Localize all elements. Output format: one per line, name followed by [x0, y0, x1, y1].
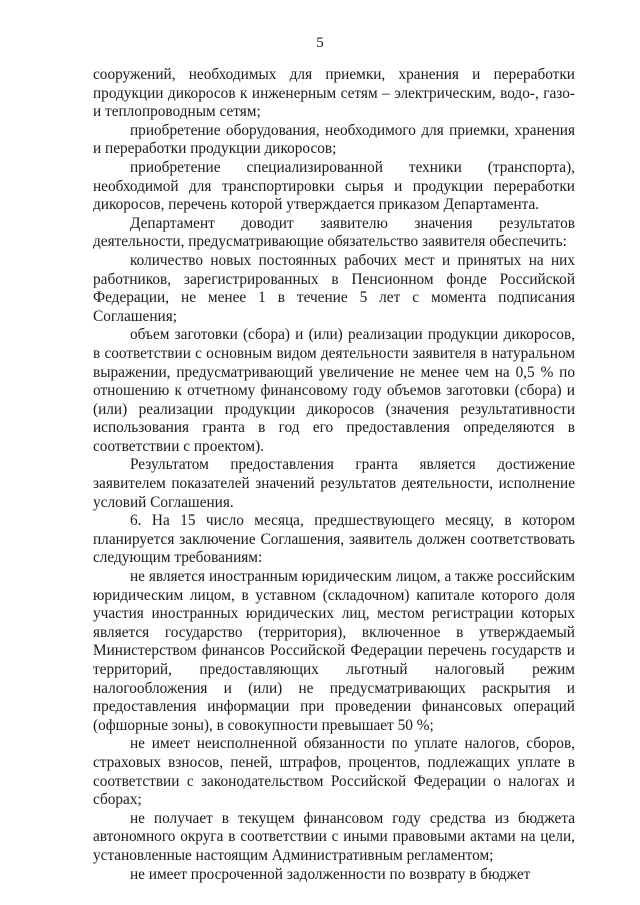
paragraph: Департамент доводит заявителю значения результатов деятельности, предусматривающие обязательство заявителя обеспечить: — [93, 214, 575, 251]
paragraph: приобретение специализированной техники (транспорта), необходимой для транспортировки сырья и продукции переработки дикоросов, перечень которой утверждается приказом Департамента. — [93, 158, 575, 214]
paragraph: 6. На 15 число месяца, предшествующего месяцу, в котором планируется заключение Соглашения, заявитель должен соответствовать следующим требованиям: — [93, 512, 575, 567]
paragraph: не получает в текущем финансовом году средства из бюджета автономного округа в соответствии с иными правовыми актами на цели, установленные настоящим Административным регламентом; — [93, 809, 575, 864]
paragraph: количество новых постоянных рабочих мест и принятых на них работников, зарегистрированных в Пенсионном фонде Российской Федерации, не менее 1 в течение 5 лет с момента подписания Соглашения; — [93, 251, 575, 325]
paragraph: объем заготовки (сбора) и (или) реализации продукции дикоросов, в соответствии с основным видом деятельности заявителя в натуральном выражении, предусматривающий увеличение не менее чем на 0,5 % по отношению к отчетному финансовому году объемов заготовки (сбора) и (или) реализации продукции дикоросов (значения результативности использования гранта в год его предоставления определяются в соответствии с проектом). — [93, 326, 575, 455]
page-number: 5 — [316, 35, 324, 51]
paragraph: приобретение оборудования, необходимого для приемки, хранения и переработки продукции дикоросов; — [93, 121, 575, 158]
document-body — [93, 66, 575, 884]
paragraph: не является иностранным юридическим лицом, а также российским юридическим лицом, в уставном (складочном) капитале которого доля участия иностранных юридических лиц, местом регистрации которых является государство (территория), включенное в утверждаемый Министерством финансов Российской Федерации перечень государств и территорий, предоставляющих льготный налоговый режим налогообложения и (или) не предусматривающих раскрытия и предоставления информации при проведении финансовых операций (офшорные зоны), в совокупности превышает 50 %; — [93, 568, 575, 734]
paragraph: не имеет просроченной задолженности по возврату в бюджет — [130, 865, 531, 883]
paragraph: не имеет неисполненной обязанности по уплате налогов, сборов, страховых взносов, пеней, штрафов, процентов, подлежащих уплате в соответствии с законодательством Российской Федерации о налогах и сборах; — [93, 735, 575, 809]
paragraph: Результатом предоставления гранта является достижение заявителем показателей значений результатов деятельности, исполнение условий Соглашения. — [93, 456, 575, 511]
paragraph: сооружений, необходимых для приемки, хранения и переработки продукции дикоросов к инженерным сетям – электрическим, водо-, газо- и теплопроводным сетям; — [93, 66, 575, 121]
